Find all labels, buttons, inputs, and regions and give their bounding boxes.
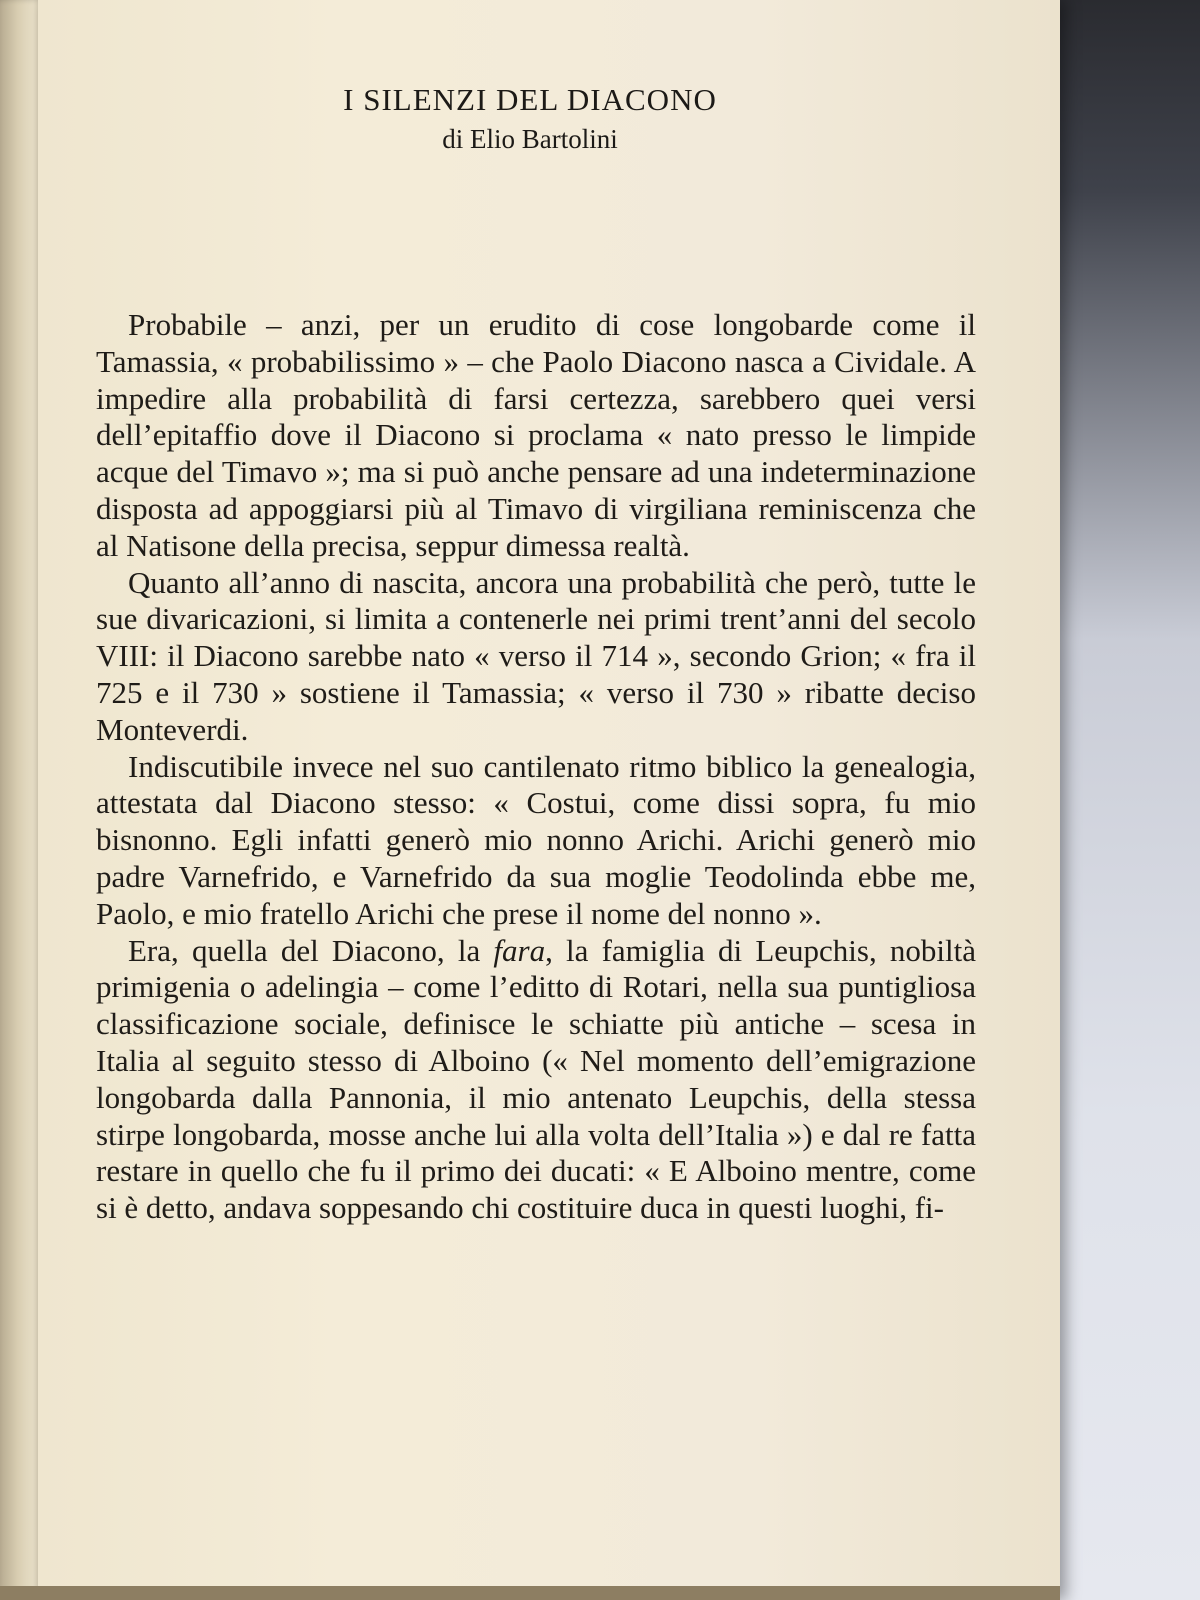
paragraph-1: Probabile – anzi, per un erudito di cose longobarde come il Tamassia, « probabilissimo » – che Paolo Diacono nasca a Cividale. A impedire alla probabilità di farsi certezza, sarebbero quei versi dell’epitaffio dove il Diacono si proclama « nato presso le limpide acque del Timavo »; ma si può anche pensare ad una indeterminazione disposta ad appoggiarsi più al Timavo di virgiliana reminiscenza che al Natisone della precisa, seppur dimessa realtà. <box>96 307 976 563</box>
paragraph-4-rest: , la famiglia di Leupchis, nobiltà primigenia o adelingia – come l’editto di Rotari, nella sua puntigliosa classificazione sociale, definisce le schiatte più antiche – scesa in Italia al seguito stesso di Alboino (« Nel momento dell’emigrazione longobarda dalla Pannonia, il mio antenato Leupchis, della stessa stirpe longobarda, mosse anche lui alla volta dell’Italia ») e dal re fatta restare in quello che fu il primo dei ducati: « E Alboino mentre, come si è detto, andava soppesando chi costituire duca in questi luoghi, fi- <box>96 932 976 1226</box>
paragraph-3: Indiscutibile invece nel suo cantilenato ritmo biblico la genealogia, attestata dal Diacono stesso: « Costui, come dissi sopra, fu mio bisnonno. Egli infatti generò mio nonno Arichi. Arichi generò mio padre Varnefrido, e Varnefrido da sua moglie Teodolinda ebbe me, Paolo, e mio fratello Arichi che prese il nome del nonno ». <box>96 748 976 931</box>
chapter-author: di Elio Bartolini <box>442 124 618 154</box>
paragraph-4-italic-term: fara <box>493 932 546 968</box>
paragraph-2: Quanto all’anno di nascita, ancora una probabilità che però, tutte le sue divaricazioni, si limita a contenerle nei primi trent’anni del secolo VIII: il Diacono sarebbe nato « verso il 714 », secondo Grion; « fra il 725 e il 730 » sostiene il Tamassia; « verso il 730 » ribatte deciso Monteverdi. <box>96 564 976 747</box>
page-bottom-edge <box>0 1586 1060 1600</box>
body-text <box>96 307 976 1227</box>
chapter-title: I SILENZI DEL DIACONO <box>343 82 717 117</box>
paragraph-4 <box>96 933 976 1227</box>
paragraph-4-start: Era, quella del Diacono, la <box>128 932 494 968</box>
